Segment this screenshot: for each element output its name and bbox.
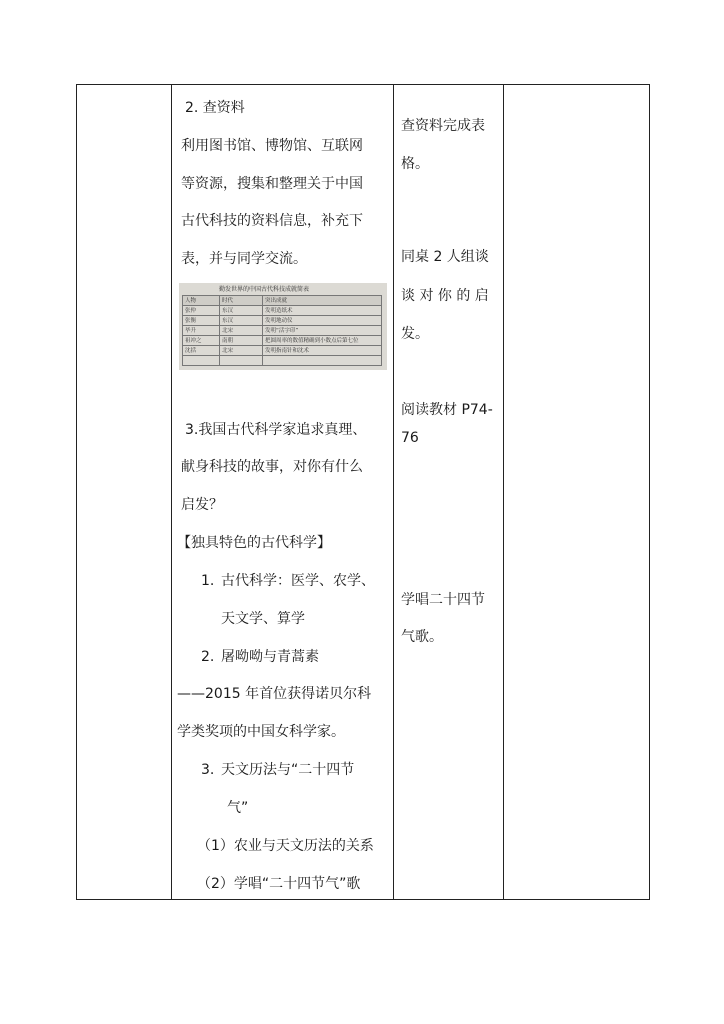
- photo-table-cell: [183, 356, 220, 366]
- photo-table-cell: 张衡: [183, 316, 220, 326]
- subsub-item: （1）农业与天文历法的关系: [197, 838, 374, 854]
- photo-table-row: [183, 336, 382, 346]
- student-activity-line: 查资料完成表: [401, 118, 485, 134]
- sub1-line: 天文学、算学: [221, 611, 305, 627]
- handwritten-table-photo: [179, 283, 387, 370]
- photo-table: [182, 295, 382, 366]
- item2-line: 利用图书馆、博物馆、互联网: [181, 138, 363, 154]
- student-activity-line: 阅读教材 P74-: [401, 402, 493, 418]
- photo-table-header-row: [183, 296, 382, 306]
- sub1-number: 1.: [201, 573, 215, 589]
- photo-table-row: [183, 316, 382, 326]
- student-activity-line: 同桌 2 人组谈: [401, 249, 489, 265]
- photo-table-row: [183, 306, 382, 316]
- photo-table-cell: 南朝: [220, 336, 263, 346]
- photo-table-cell: 把圆周率的数值精确到小数点后第七位: [263, 336, 382, 346]
- item3-line: 3.我国古代科学家追求真理、: [185, 422, 367, 438]
- sub2-number: 2.: [201, 649, 215, 665]
- student-activity-line: 76: [401, 430, 419, 446]
- photo-table-cell: 发明地动仪: [263, 316, 382, 326]
- item2-heading: 2. 查资料: [185, 100, 245, 116]
- photo-table-cell: 北宋: [220, 346, 263, 356]
- sub3-line: 天文历法与“二十四节: [221, 762, 355, 778]
- item3-line: 启发？: [181, 497, 223, 513]
- item2-line: 等资源，搜集和整理关于中国: [181, 176, 363, 192]
- photo-table-header: 突出成就: [263, 296, 382, 306]
- item3-line: 献身科技的故事，对你有什么: [181, 459, 363, 475]
- photo-table-title: 勤发世界的中国古代科技成就简表: [219, 286, 310, 293]
- photo-table-header: 人物: [183, 296, 220, 306]
- student-activity-line: 气歌。: [401, 629, 443, 645]
- sub2-line: 屠呦呦与青蒿素: [221, 649, 319, 665]
- note-line: ——2015 年首位获得诺贝尔科: [177, 686, 372, 702]
- photo-table-cell: [220, 356, 263, 366]
- student-activity-line: 发。: [401, 326, 429, 342]
- note-line: 学类奖项的中国女科学家。: [177, 724, 345, 740]
- student-activity-line: 学唱二十四节: [401, 592, 485, 608]
- column-divider: [503, 85, 504, 899]
- section-title: 【独具特色的古代科学】: [177, 535, 331, 551]
- item2-line: 表，并与同学交流。: [181, 251, 307, 267]
- photo-table-cell: 发明“活字印”: [263, 326, 382, 336]
- sub3-number: 3.: [201, 762, 215, 778]
- photo-table-row: [183, 346, 382, 356]
- teaching-activities-column: [171, 85, 393, 899]
- photo-table-cell: 发明指南针和沈术: [263, 346, 382, 356]
- student-activity-line: 谈 对 你 的 启: [401, 288, 489, 304]
- photo-table-cell: 东汉: [220, 316, 263, 326]
- student-activity-line: 格。: [401, 156, 429, 172]
- photo-table-header: 时代: [220, 296, 263, 306]
- photo-table-cell: 毕升: [183, 326, 220, 336]
- photo-table-cell: 祖冲之: [183, 336, 220, 346]
- student-activities-column: [393, 85, 503, 899]
- photo-table-cell: 发明造纸术: [263, 306, 382, 316]
- sub1-line: 古代科学：医学、农学、: [221, 573, 375, 589]
- photo-table-cell: 北宋: [220, 326, 263, 336]
- photo-table-cell: [263, 356, 382, 366]
- photo-table-cell: 东汉: [220, 306, 263, 316]
- photo-table-cell: 沈括: [183, 346, 220, 356]
- photo-table-row: [183, 356, 382, 366]
- subsub-item: （2）学唱“二十四节气”歌: [197, 876, 361, 892]
- item2-line: 古代科技的资料信息，补充下: [181, 213, 363, 229]
- sub3-line: 气”: [227, 800, 249, 816]
- photo-table-cell: 张仲: [183, 306, 220, 316]
- photo-table-row: [183, 326, 382, 336]
- lesson-plan-table: [76, 84, 650, 900]
